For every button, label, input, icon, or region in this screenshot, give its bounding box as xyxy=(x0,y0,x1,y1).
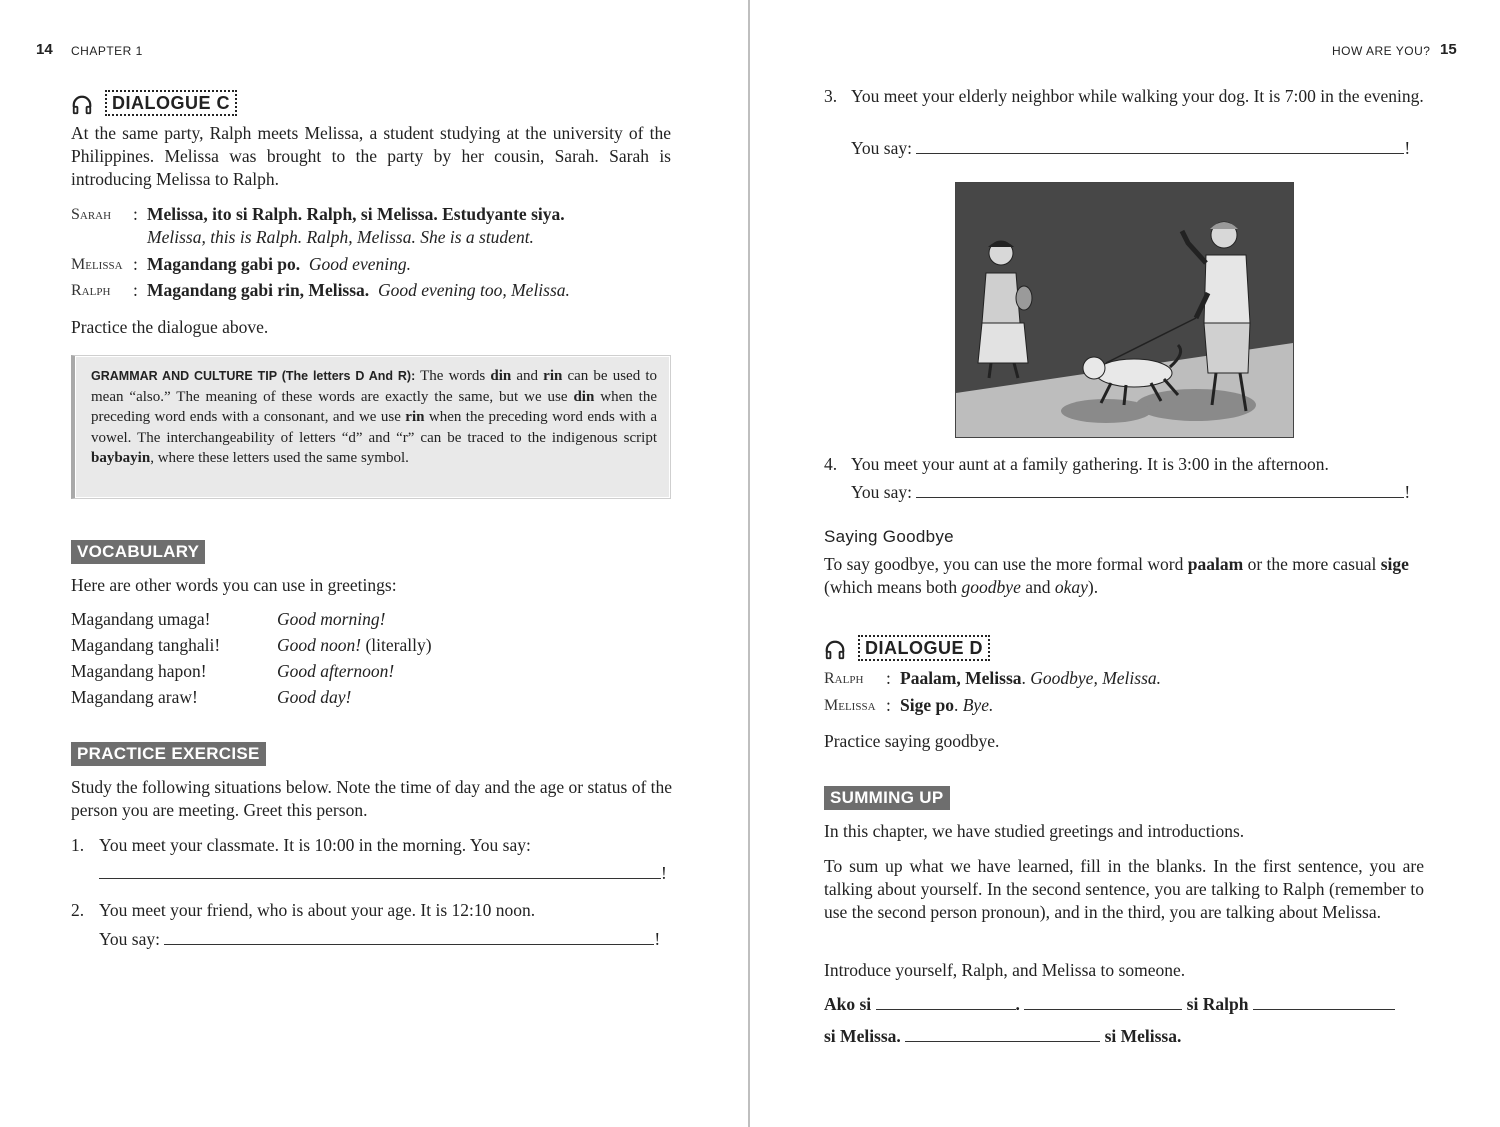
exercise-item-4-number: 4. xyxy=(824,454,838,474)
vocab-tagalog: Magandang araw! xyxy=(71,687,198,707)
summing-up-prompt: Introduce yourself, Ralph, and Melissa to someone. xyxy=(824,960,1186,980)
exercise-item-4-answer xyxy=(851,481,1410,504)
tagalog-line: Magandang gabi po. xyxy=(147,254,301,274)
goodbye-text: (which means both xyxy=(824,577,962,597)
saying-goodbye-heading: Saying Goodbye xyxy=(824,527,954,546)
tip-text: when the preceding word ends with a vowel. The interchangeability of letters “d” and “r” can be traced to the indigenous script xyxy=(91,409,657,446)
dialogue-c-heading xyxy=(71,90,237,116)
vocab-row xyxy=(71,684,432,710)
exercise-item-3-number: 3. xyxy=(824,86,838,106)
tip-term-din: din xyxy=(573,388,595,405)
speaker-name: Melissa xyxy=(824,697,876,714)
exercise-item-1-text: You meet your classmate. It is 10:00 in the morning. You say: xyxy=(99,835,531,855)
tip-text: , where these letters used the same symbol. xyxy=(150,450,409,466)
tip-text: when the preceding word ends with a consonant, and we use xyxy=(91,388,657,425)
term-paalam: paalam xyxy=(1187,554,1244,574)
speaker-name: Ralph xyxy=(71,282,111,299)
vocab-english: Good noon! xyxy=(277,635,362,655)
exclamation: ! xyxy=(1404,482,1411,502)
punctuation: . xyxy=(1015,994,1020,1014)
running-head-right: HOW ARE YOU? xyxy=(1332,44,1431,58)
english-line: Bye. xyxy=(958,695,994,715)
tip-text: and xyxy=(511,368,544,384)
dialogue-line-sarah xyxy=(71,203,691,253)
you-say-label: You say: xyxy=(851,138,912,158)
dialogue-line-melissa xyxy=(824,694,1424,721)
english-line: Good evening too, Melissa. xyxy=(377,280,570,300)
illustration-drawing xyxy=(956,183,1293,437)
grammar-tip-heading: GRAMMAR AND CULTURE TIP (The letters D And R): xyxy=(91,369,416,383)
english-line: Goodbye, Melissa. xyxy=(1025,668,1162,688)
tagalog-line: Paalam, Melissa xyxy=(900,668,1022,688)
vocab-tagalog: Magandang umaga! xyxy=(71,609,211,629)
punctuation: . xyxy=(953,695,959,715)
headphones-icon xyxy=(824,639,846,661)
exercise-item-4-text: You meet your aunt at a family gathering. It is 3:00 in the afternoon. xyxy=(851,454,1329,474)
goodbye-text: or the more casual xyxy=(1243,554,1381,574)
speaker-name: Sarah xyxy=(71,206,112,223)
fill-ako-si: Ako si xyxy=(824,994,872,1014)
term-sige: sige xyxy=(1380,554,1409,574)
dialogue-line-melissa xyxy=(71,253,691,279)
practice-exercise-heading: PRACTICE EXERCISE xyxy=(71,742,266,766)
dialogue-line-ralph xyxy=(71,279,691,305)
vocab-tagalog: Magandang tanghali! xyxy=(71,635,221,655)
answer-blank[interactable] xyxy=(164,928,654,945)
speaker-colon: : xyxy=(886,668,891,688)
running-head-left: CHAPTER 1 xyxy=(71,44,143,58)
exercise-item-1-answer xyxy=(99,862,667,885)
dialogue-d-heading xyxy=(824,635,990,661)
goodbye-text: To say goodbye, you can use the more formal word xyxy=(824,554,1188,574)
illustration-neighbor-dog-walk xyxy=(955,182,1294,438)
exercise-item-1-number: 1. xyxy=(71,835,85,855)
goodbye-text: and xyxy=(1020,577,1055,597)
you-say-label: You say: xyxy=(851,482,912,502)
dialogue-d-practice: Practice saying goodbye. xyxy=(824,731,1000,751)
answer-blank[interactable] xyxy=(916,481,1404,498)
exercise-item-2-answer xyxy=(99,928,660,951)
page-number-left: 14 xyxy=(36,41,53,58)
tip-term-din: din xyxy=(490,368,512,384)
speaker-colon: : xyxy=(133,204,138,224)
speaker-name: Ralph xyxy=(824,670,864,687)
grammar-tip-box xyxy=(71,355,671,499)
you-say-label: You say: xyxy=(99,929,160,949)
punctuation: . xyxy=(1021,668,1026,688)
exclamation: ! xyxy=(654,929,661,949)
tip-term-baybayin: baybayin xyxy=(91,450,151,466)
tip-term-rin: rin xyxy=(405,409,425,425)
term-goodbye: goodbye xyxy=(961,577,1021,597)
practice-exercise-intro: Study the following situations below. Note the time of day and the age or status of the person you are meeting. Greet this person. xyxy=(71,777,673,820)
headphones-icon xyxy=(71,94,93,116)
grammar-tip-text xyxy=(91,366,657,469)
vocab-english: Good day! xyxy=(277,687,352,707)
dialogue-c-practice: Practice the dialogue above. xyxy=(71,317,269,337)
fill-si-melissa: si Melissa. xyxy=(1104,1026,1182,1046)
answer-blank[interactable] xyxy=(916,137,1404,154)
dialogue-c-label: DIALOGUE C xyxy=(105,90,237,116)
answer-blank[interactable] xyxy=(99,862,661,879)
dialogue-c-lines xyxy=(71,203,691,305)
vocabulary-table xyxy=(71,606,432,710)
exercise-item-2-number: 2. xyxy=(71,900,85,920)
goodbye-text: ). xyxy=(1087,577,1099,597)
vocab-english: Good morning! xyxy=(277,609,386,629)
dialogue-d-lines xyxy=(824,667,1424,721)
fill-si-melissa: si Melissa. xyxy=(824,1026,901,1046)
exclamation: ! xyxy=(661,863,667,883)
vocabulary-heading: VOCABULARY xyxy=(71,540,205,564)
vocab-row xyxy=(71,606,432,632)
speaker-colon: : xyxy=(886,695,891,715)
speaker-colon: : xyxy=(133,254,138,274)
left-page xyxy=(0,0,748,1127)
fill-in-line-2 xyxy=(824,1025,1181,1048)
speaker-colon: : xyxy=(133,280,138,300)
vocab-row xyxy=(71,658,432,684)
dialogue-c-intro: At the same party, Ralph meets Melissa, a student studying at the university of the Philippines. Melissa was brought to the party by her cousin, Sarah. Sarah is introducing Melissa to Ralph. xyxy=(71,123,671,189)
summing-up-intro: In this chapter, we have studied greetings and introductions. xyxy=(824,821,1245,841)
vocab-row xyxy=(71,632,432,658)
tip-text: can be used to mean “also.” The meaning of these words are exactly the same, but we use xyxy=(91,368,658,405)
fill-blank[interactable] xyxy=(905,1025,1100,1042)
vocab-tagalog: Magandang hapon! xyxy=(71,661,207,681)
exercise-item-2-text: You meet your friend, who is about your age. It is 12:10 noon. xyxy=(99,900,536,920)
vocabulary-intro: Here are other words you can use in greetings: xyxy=(71,575,397,595)
tip-text: The words xyxy=(415,368,491,384)
summing-up-heading: SUMMING UP xyxy=(824,786,950,810)
vocab-english: Good afternoon! xyxy=(277,661,395,681)
fill-blank[interactable] xyxy=(1024,993,1182,1010)
tagalog-line: Melissa, ito si Ralph. Ralph, si Melissa. Estudyante siya. xyxy=(147,204,565,224)
tip-term-rin: rin xyxy=(543,368,563,384)
right-page xyxy=(750,0,1500,1127)
speaker-name: Melissa xyxy=(71,256,123,273)
fill-blank[interactable] xyxy=(1253,993,1395,1010)
exercise-item-3-answer xyxy=(851,137,1410,160)
english-line: Melissa, this is Ralph. Ralph, Melissa. She is a student. xyxy=(147,227,534,247)
fill-si-ralph: si Ralph xyxy=(1186,994,1249,1014)
english-line: Good evening. xyxy=(308,254,411,274)
dialogue-d-label: DIALOGUE D xyxy=(858,635,990,661)
page-number-right: 15 xyxy=(1440,41,1457,58)
summing-up-instructions: To sum up what we have learned, fill in the blanks. In the first sentence, you are talking about yourself. In the second sentence, you are talking to Ralph (remember to use the second person pronoun), and in the third, you are talking about Melissa. xyxy=(824,856,1424,922)
dialogue-line-ralph xyxy=(824,667,1424,694)
fill-blank[interactable] xyxy=(876,993,1016,1010)
exclamation: ! xyxy=(1404,138,1411,158)
fill-in-line-1 xyxy=(824,993,1395,1016)
tagalog-line: Magandang gabi rin, Melissa. xyxy=(147,280,370,300)
tagalog-line: Sige po xyxy=(900,695,954,715)
vocab-note: (literally) xyxy=(361,635,432,655)
saying-goodbye-text xyxy=(824,553,1429,599)
exercise-item-3-text: You meet your elderly neighbor while walking your dog. It is 7:00 in the evening. xyxy=(851,86,1424,106)
term-okay: okay xyxy=(1054,577,1088,597)
